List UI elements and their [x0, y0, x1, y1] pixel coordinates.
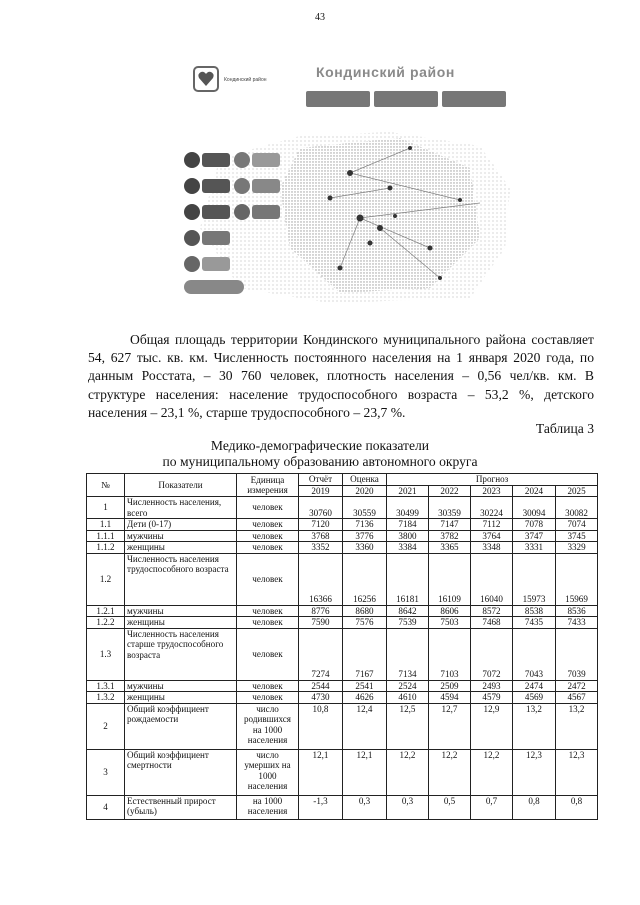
row-indicator: мужчины	[125, 530, 237, 542]
row-value: 30760	[299, 497, 343, 519]
row-value: 15969	[556, 553, 598, 605]
header-report: Отчёт	[299, 474, 343, 486]
map-controls-panel	[180, 150, 300, 300]
row-value: 2472	[556, 680, 598, 692]
row-unit: на 1000 населения	[237, 795, 299, 819]
row-value: 2474	[513, 680, 556, 692]
row-value: 7134	[387, 628, 429, 680]
row-number: 1.2.1	[87, 605, 125, 617]
table-row	[87, 530, 598, 542]
row-number: 1.3.1	[87, 680, 125, 692]
row-value: 16366	[299, 553, 343, 605]
row-value: 0,7	[471, 795, 513, 819]
table-row	[87, 553, 598, 605]
table-row	[87, 519, 598, 531]
row-value: 3365	[429, 542, 471, 554]
table-row	[87, 703, 598, 749]
logo-caption: Кондинский район	[224, 77, 267, 83]
row-value: 4730	[299, 692, 343, 704]
row-value: 12,7	[429, 703, 471, 749]
table-row	[87, 680, 598, 692]
row-value: 7112	[471, 519, 513, 531]
table-title-line: Медико-демографические показатели	[210, 438, 430, 453]
row-number: 1.3	[87, 628, 125, 680]
row-value: 0,8	[556, 795, 598, 819]
row-value: 7468	[471, 617, 513, 629]
row-value: 2524	[387, 680, 429, 692]
row-value: 7039	[556, 628, 598, 680]
header-estimate: Оценка	[343, 474, 387, 486]
row-value: 12,4	[343, 703, 387, 749]
table-title	[0, 438, 640, 470]
row-value: 0,8	[513, 795, 556, 819]
row-value: 7184	[387, 519, 429, 531]
row-value: 12,2	[387, 749, 429, 795]
header-forecast: Прогноз	[387, 474, 598, 486]
row-value: 7590	[299, 617, 343, 629]
row-indicator: Численность населения старше трудоспособного возраста	[125, 628, 237, 680]
row-value: 3348	[471, 542, 513, 554]
row-value: 30094	[513, 497, 556, 519]
row-number: 1.2.2	[87, 617, 125, 629]
table-row	[87, 617, 598, 629]
row-value: 7167	[343, 628, 387, 680]
row-indicator: Численность населения трудоспособного возраста	[125, 553, 237, 605]
row-value: 12,3	[556, 749, 598, 795]
row-value: 3384	[387, 542, 429, 554]
row-indicator: Общий коэффициент рождаемости	[125, 703, 237, 749]
header-year: 2020	[343, 485, 387, 497]
header-year: 2025	[556, 485, 598, 497]
row-value: 3764	[471, 530, 513, 542]
row-value: 7120	[299, 519, 343, 531]
row-number: 1	[87, 497, 125, 519]
row-value: 3747	[513, 530, 556, 542]
row-value: 8572	[471, 605, 513, 617]
row-unit: человек	[237, 605, 299, 617]
row-value: 7274	[299, 628, 343, 680]
row-value: 7103	[429, 628, 471, 680]
row-value: 7503	[429, 617, 471, 629]
row-value: 8776	[299, 605, 343, 617]
row-value: 0,5	[429, 795, 471, 819]
row-value: 7435	[513, 617, 556, 629]
row-unit: человек	[237, 530, 299, 542]
header-unit: Единица измерения	[237, 474, 299, 497]
row-value: 3800	[387, 530, 429, 542]
row-number: 1.2	[87, 553, 125, 605]
row-value: 7539	[387, 617, 429, 629]
row-value: 4594	[429, 692, 471, 704]
row-unit: человек	[237, 553, 299, 605]
row-value: 3745	[556, 530, 598, 542]
row-unit: человек	[237, 692, 299, 704]
row-value: 12,1	[343, 749, 387, 795]
row-value: 12,1	[299, 749, 343, 795]
row-value: 3352	[299, 542, 343, 554]
row-value: 7043	[513, 628, 556, 680]
row-unit: человек	[237, 497, 299, 519]
row-unit: человек	[237, 628, 299, 680]
row-value: 7433	[556, 617, 598, 629]
header-year: 2022	[429, 485, 471, 497]
header-year: 2019	[299, 485, 343, 497]
row-number: 1.1.2	[87, 542, 125, 554]
row-value: 7576	[343, 617, 387, 629]
row-value: 3360	[343, 542, 387, 554]
row-value: 8642	[387, 605, 429, 617]
row-value: 12,9	[471, 703, 513, 749]
row-value: 3329	[556, 542, 598, 554]
row-value: 8536	[556, 605, 598, 617]
row-value: 16181	[387, 553, 429, 605]
table-row	[87, 692, 598, 704]
row-number: 3	[87, 749, 125, 795]
demographic-table	[86, 473, 598, 820]
row-number: 1.3.2	[87, 692, 125, 704]
row-value: 2541	[343, 680, 387, 692]
row-value: 2493	[471, 680, 513, 692]
row-value: 8680	[343, 605, 387, 617]
row-unit: число родившихся на 1000 населения	[237, 703, 299, 749]
row-indicator: Дети (0-17)	[125, 519, 237, 531]
header-year: 2021	[387, 485, 429, 497]
row-value: 16109	[429, 553, 471, 605]
header-indicator: Показатели	[125, 474, 237, 497]
row-indicator: Общий коэффициент смертности	[125, 749, 237, 795]
row-unit: человек	[237, 542, 299, 554]
row-value: 12,2	[471, 749, 513, 795]
figure-button	[374, 91, 438, 107]
header-year: 2023	[471, 485, 513, 497]
row-value: 4567	[556, 692, 598, 704]
row-value: 3782	[429, 530, 471, 542]
figure-header	[180, 58, 515, 110]
table-row	[87, 605, 598, 617]
row-value: 30224	[471, 497, 513, 519]
row-value: 4579	[471, 692, 513, 704]
row-unit: число умерших на 1000 населения	[237, 749, 299, 795]
row-unit: человек	[237, 680, 299, 692]
figure-button-row	[306, 91, 506, 107]
table-row	[87, 795, 598, 819]
figure-title: Кондинский район	[316, 64, 455, 80]
row-value: 0,3	[387, 795, 429, 819]
row-unit: человек	[237, 519, 299, 531]
row-value: 7074	[556, 519, 598, 531]
row-number: 2	[87, 703, 125, 749]
table-title-line: по муниципальному образованию автономного округа	[162, 454, 478, 469]
row-number: 1.1.1	[87, 530, 125, 542]
figure-button	[442, 91, 506, 107]
row-value: 7072	[471, 628, 513, 680]
row-value: 4626	[343, 692, 387, 704]
row-value: 3331	[513, 542, 556, 554]
row-indicator: мужчины	[125, 680, 237, 692]
row-indicator: Численность населения, всего	[125, 497, 237, 519]
row-value: 7078	[513, 519, 556, 531]
row-indicator: женщины	[125, 542, 237, 554]
row-value: 30559	[343, 497, 387, 519]
row-number: 4	[87, 795, 125, 819]
map-portal-screenshot	[180, 58, 515, 303]
row-indicator: мужчины	[125, 605, 237, 617]
row-value: 8538	[513, 605, 556, 617]
row-value: 2544	[299, 680, 343, 692]
row-value: 12,5	[387, 703, 429, 749]
row-value: 10,8	[299, 703, 343, 749]
heart-logo-icon	[193, 66, 219, 92]
row-value: 30082	[556, 497, 598, 519]
row-value: 30499	[387, 497, 429, 519]
header-no: №	[87, 474, 125, 497]
row-value: 8606	[429, 605, 471, 617]
row-unit: человек	[237, 617, 299, 629]
row-value: 2509	[429, 680, 471, 692]
table-header-row	[87, 474, 598, 486]
figure-button	[306, 91, 370, 107]
row-number: 1.1	[87, 519, 125, 531]
row-value: 13,2	[556, 703, 598, 749]
header-year: 2024	[513, 485, 556, 497]
row-value: 12,2	[429, 749, 471, 795]
row-value: 16256	[343, 553, 387, 605]
table-label: Таблица 3	[535, 421, 594, 436]
row-value: -1,3	[299, 795, 343, 819]
table-row	[87, 628, 598, 680]
row-value: 4610	[387, 692, 429, 704]
row-value: 3776	[343, 530, 387, 542]
row-value: 0,3	[343, 795, 387, 819]
body-paragraph: Общая площадь территории Кондинского муниципального района составляет 54, 627 тыс. кв. км. Численность постоянного населения на 1 января 2020 года, по данным Росстата, – 30 760 человек, плотность населения – 0,56 чел/кв. км. В структуре населения: население трудоспособного возраста – 53,2 %, детского населения – 23,1 %, старше трудоспособного – 23,7 %.	[88, 331, 594, 421]
row-indicator: женщины	[125, 617, 237, 629]
table-row	[87, 749, 598, 795]
row-value: 30359	[429, 497, 471, 519]
row-value: 15973	[513, 553, 556, 605]
row-value: 3768	[299, 530, 343, 542]
row-value: 13,2	[513, 703, 556, 749]
row-value: 7147	[429, 519, 471, 531]
page-number: 43	[315, 12, 325, 23]
row-value: 7136	[343, 519, 387, 531]
row-value: 12,3	[513, 749, 556, 795]
row-value: 16040	[471, 553, 513, 605]
row-indicator: Естественный прирост (убыль)	[125, 795, 237, 819]
table-row	[87, 497, 598, 519]
row-value: 4569	[513, 692, 556, 704]
row-indicator: женщины	[125, 692, 237, 704]
table-row	[87, 542, 598, 554]
